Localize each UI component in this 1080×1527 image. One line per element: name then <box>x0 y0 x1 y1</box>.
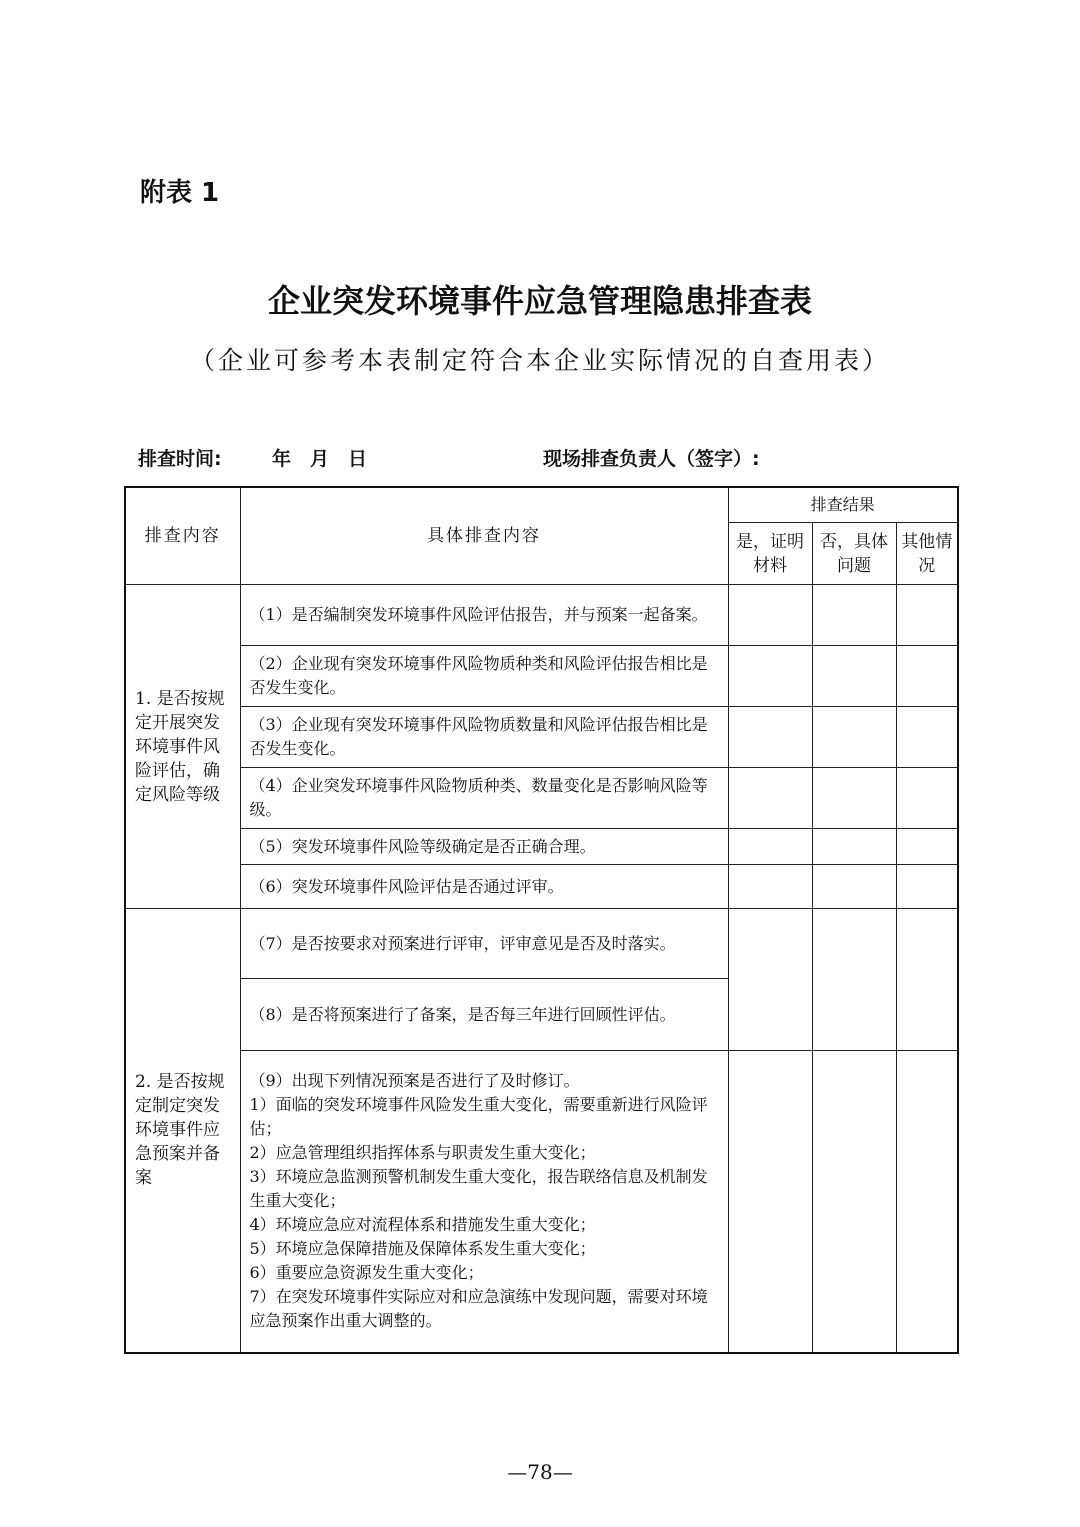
result-no-cell[interactable] <box>812 829 896 865</box>
inspection-date-fields: 年 月 日 <box>272 448 368 470</box>
section-category: 2. 是否按规定制定突发环境事件应急预案并备案 <box>125 909 240 1353</box>
revision-condition: 1）面临的突发环境事件风险发生重大变化，需要重新进行风险评估； <box>249 1095 708 1139</box>
result-no-cell[interactable] <box>812 909 896 1051</box>
header-result-no: 否，具体问题 <box>812 523 896 585</box>
result-other-cell[interactable] <box>896 585 958 646</box>
result-yes-cell[interactable] <box>728 646 812 707</box>
result-other-cell[interactable] <box>896 646 958 707</box>
header-content: 具体排查内容 <box>240 487 728 585</box>
result-no-cell[interactable] <box>812 646 896 707</box>
result-other-cell[interactable] <box>896 829 958 865</box>
revision-condition: 7）在突发环境事件实际应对和应急演练中发现问题，需要对环境应急预案作出重大调整的。 <box>249 1287 708 1331</box>
result-yes-cell[interactable] <box>728 865 812 909</box>
responsible-signature-label: 现场排查负责人（签字）: <box>543 448 760 470</box>
result-other-cell[interactable] <box>896 909 958 1051</box>
result-no-cell[interactable] <box>812 585 896 646</box>
table-header-row <box>125 487 958 523</box>
result-other-cell[interactable] <box>896 865 958 909</box>
table-row <box>125 1051 958 1353</box>
check-item: （7）是否按要求对预案进行评审，评审意见是否及时落实。 <box>240 909 728 979</box>
result-no-cell[interactable] <box>812 768 896 829</box>
inspection-time-label: 排查时间: <box>138 448 222 470</box>
annex-label: 附表 1 <box>140 178 220 208</box>
table-row <box>125 829 958 865</box>
check-item: （6）突发环境事件风险评估是否通过评审。 <box>240 865 728 909</box>
result-yes-cell[interactable] <box>728 585 812 646</box>
result-yes-cell[interactable] <box>728 707 812 768</box>
page-subtitle: （企业可参考本表制定符合本企业实际情况的自查用表） <box>189 346 890 375</box>
table-row <box>125 909 958 979</box>
check-item: （2）企业现有突发环境事件风险物质种类和风险评估报告相比是否发生变化。 <box>240 646 728 707</box>
result-other-cell[interactable] <box>896 707 958 768</box>
table-row <box>125 768 958 829</box>
check-item: （5）突发环境事件风险等级确定是否正确合理。 <box>240 829 728 865</box>
page-title: 企业突发环境事件应急管理隐患排查表 <box>267 282 812 320</box>
header-category: 排查内容 <box>125 487 240 585</box>
result-yes-cell[interactable] <box>728 1051 812 1353</box>
section-category: 1. 是否按规定开展突发环境事件风险评估，确定风险等级 <box>125 585 240 909</box>
header-result: 排查结果 <box>728 487 958 523</box>
table-row <box>125 707 958 768</box>
header-result-yes: 是，证明材料 <box>728 523 812 585</box>
check-item: （1）是否编制突发环境事件风险评估报告，并与预案一起备案。 <box>240 585 728 646</box>
revision-condition: 5）环境应急保障措施及保障体系发生重大变化； <box>249 1239 596 1259</box>
check-item: （4）企业突发环境事件风险物质种类、数量变化是否影响风险等级。 <box>240 768 728 829</box>
revision-condition: 3）环境应急监测预警机制发生重大变化，报告联络信息及机制发生重大变化； <box>249 1167 708 1211</box>
result-no-cell[interactable] <box>812 707 896 768</box>
table-row <box>125 646 958 707</box>
result-yes-cell[interactable] <box>728 909 812 1051</box>
header-result-other: 其他情况 <box>896 523 958 585</box>
revision-condition: 4）环境应急应对流程体系和措施发生重大变化； <box>249 1215 596 1235</box>
revision-intro: （9）出现下列情况预案是否进行了及时修订。 <box>249 1071 580 1091</box>
check-item: （8）是否将预案进行了备案，是否每三年进行回顾性评估。 <box>240 979 728 1051</box>
page-number: —78— <box>507 1460 573 1484</box>
result-no-cell[interactable] <box>812 865 896 909</box>
result-yes-cell[interactable] <box>728 768 812 829</box>
result-no-cell[interactable] <box>812 1051 896 1353</box>
revision-condition: 2）应急管理组织指挥体系与职责发生重大变化； <box>249 1143 596 1163</box>
table-row <box>125 585 958 646</box>
result-other-cell[interactable] <box>896 1051 958 1353</box>
revision-condition: 6）重要应急资源发生重大变化； <box>249 1263 484 1283</box>
result-other-cell[interactable] <box>896 768 958 829</box>
inspection-table <box>124 486 959 1354</box>
table-row <box>125 865 958 909</box>
result-yes-cell[interactable] <box>728 829 812 865</box>
check-item-revision <box>240 1051 728 1353</box>
check-item: （3）企业现有突发环境事件风险物质数量和风险评估报告相比是否发生变化。 <box>240 707 728 768</box>
